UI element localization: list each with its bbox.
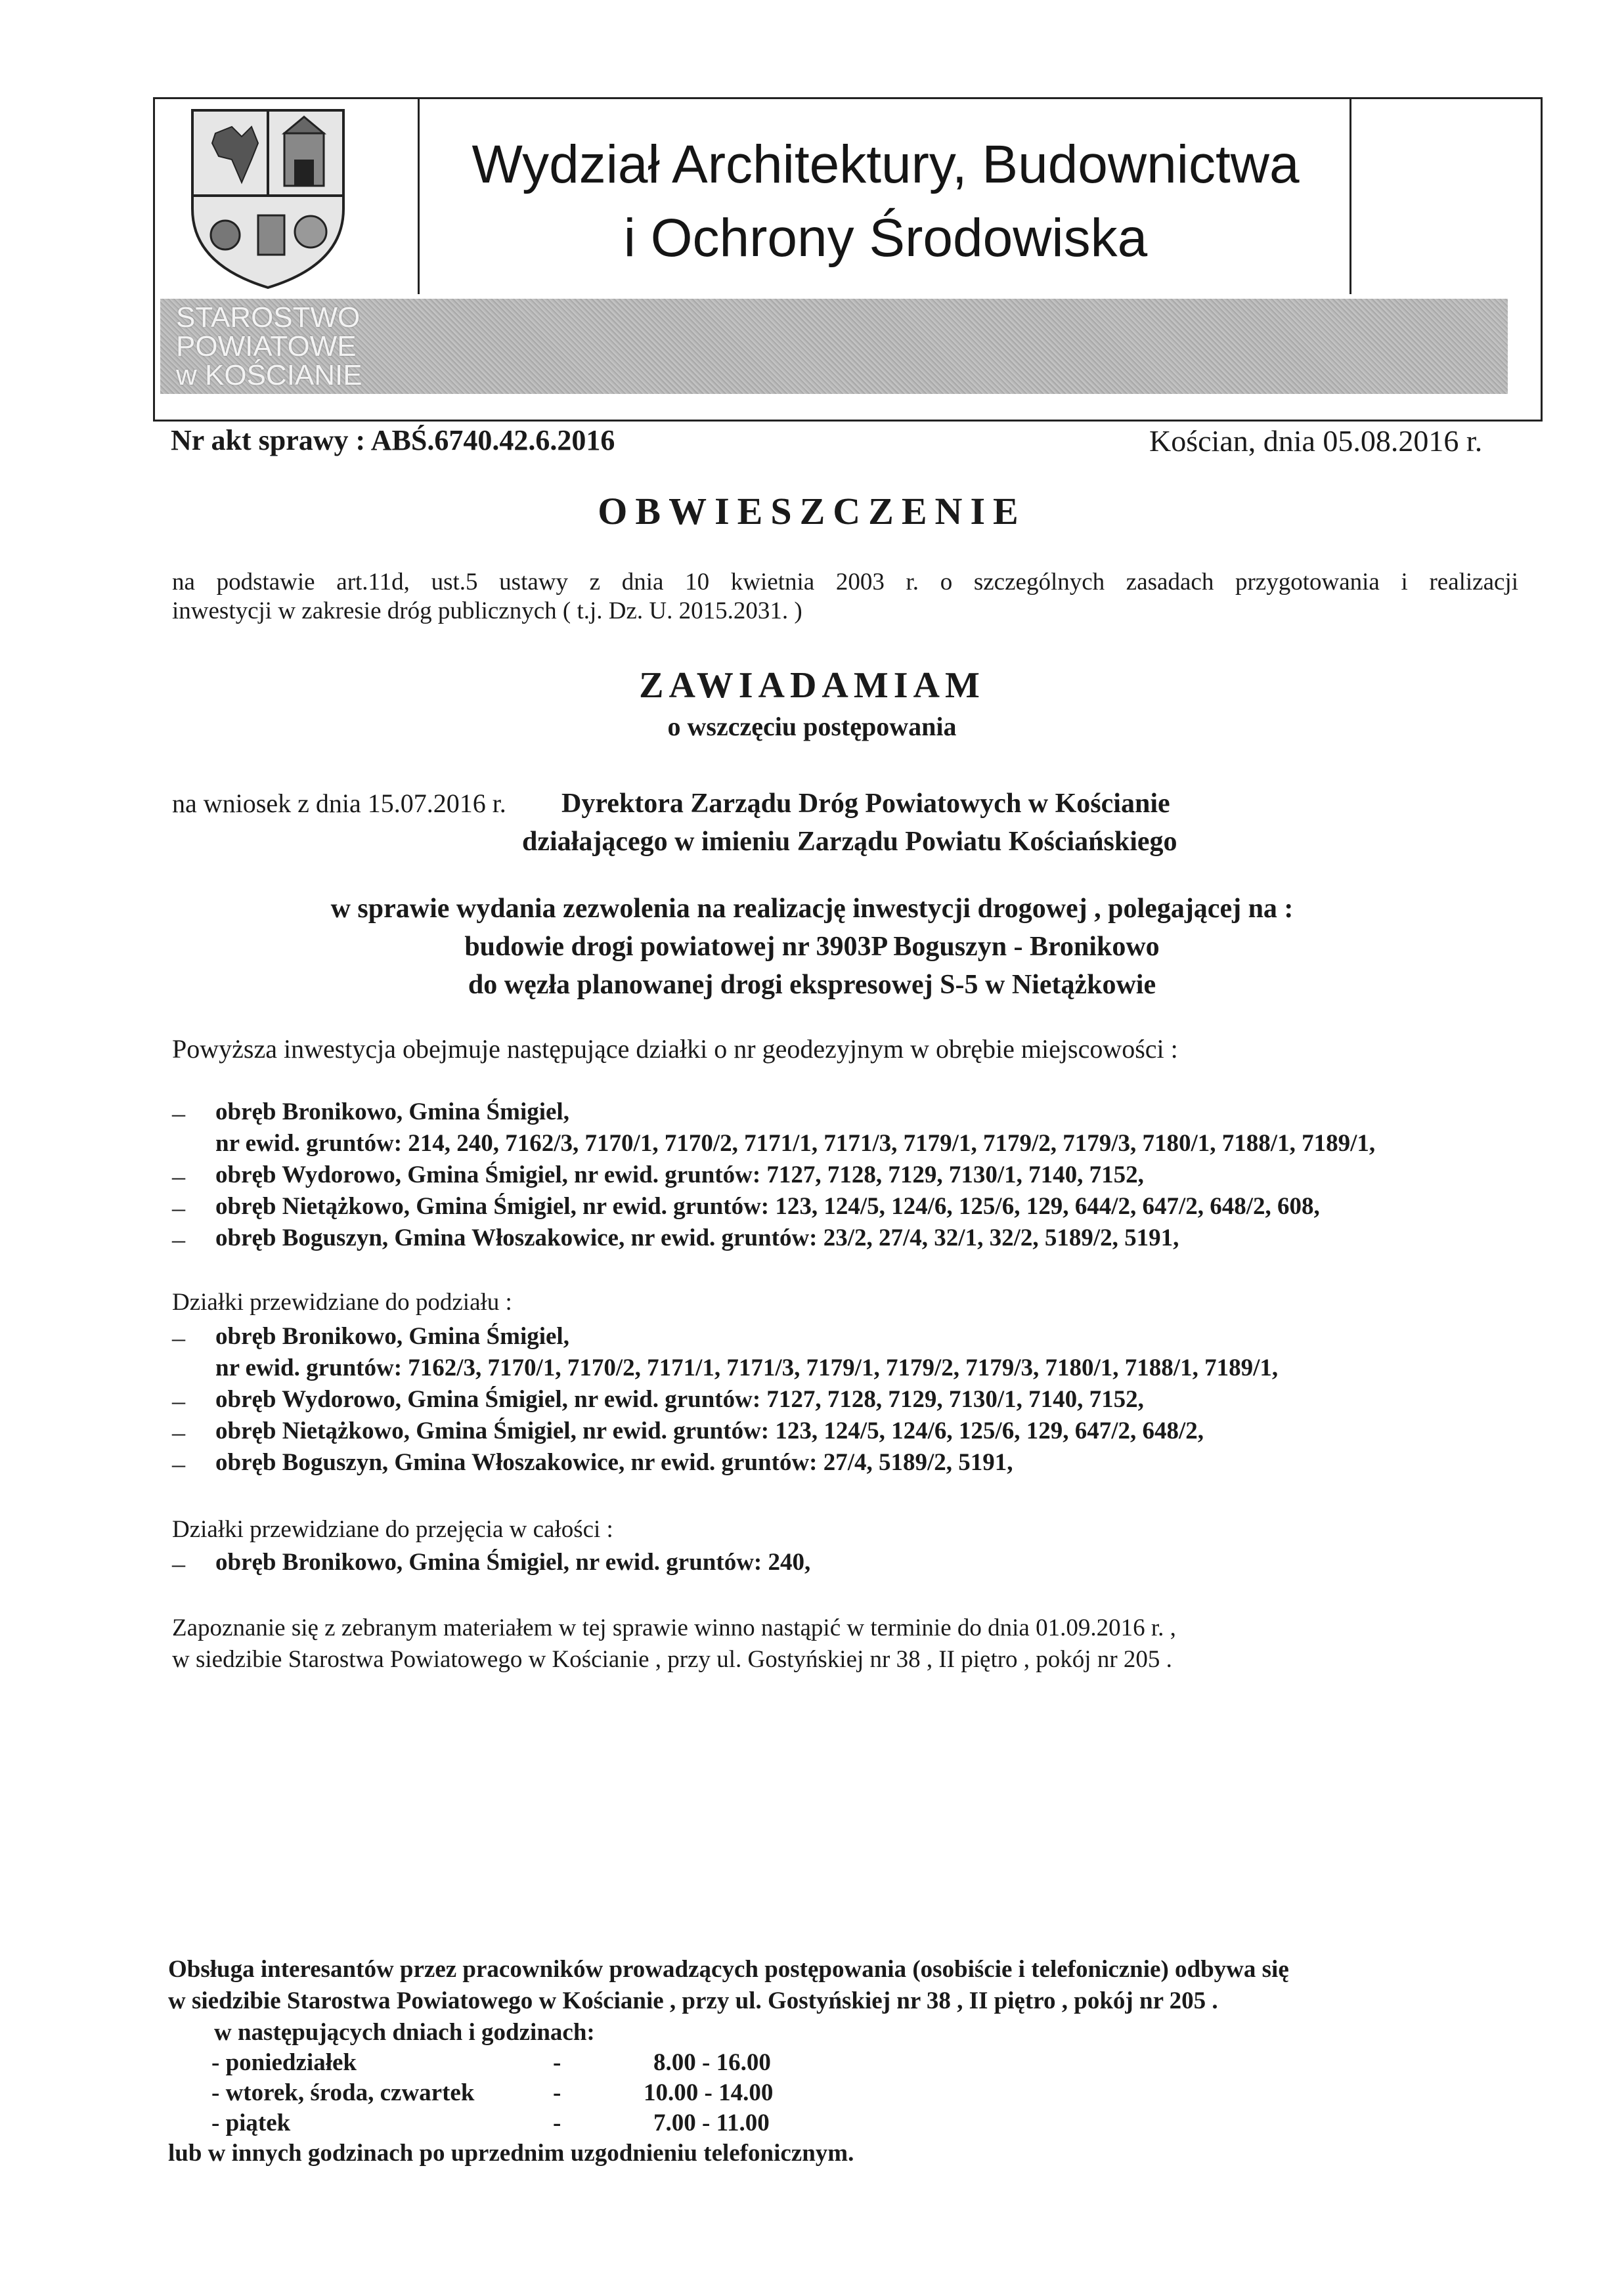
- schedule-separator: -: [553, 2110, 561, 2136]
- service-line-3: w następujących dniach i godzinach:: [214, 2019, 595, 2046]
- list-marker: –: [172, 1449, 185, 1479]
- list-marker: –: [172, 1386, 185, 1416]
- schedule-hours: 8.00 - 16.00: [653, 2049, 771, 2076]
- list-item: obręb Boguszyn, Gmina Włoszakowice, nr ewid. gruntów: 27/4, 5189/2, 5191,: [215, 1449, 1013, 1476]
- subject-line-1: w sprawie wydania zezwolenia na realizację inwestycji drogowej , polegającej na :: [330, 894, 1294, 924]
- list-item: obręb Wydorowo, Gmina Śmigiel, nr ewid. gruntów: 7127, 7128, 7129, 7130/1, 7140, 7152,: [215, 1161, 1144, 1188]
- schedule-day: - poniedziałek: [211, 2049, 357, 2076]
- coat-of-arms-icon: [153, 97, 420, 294]
- division-intro: Działki przewidziane do podziału :: [172, 1289, 512, 1316]
- acquisition-intro: Działki przewidziane do przejęcia w całości :: [172, 1516, 613, 1543]
- inform-subtitle: o wszczęciu postępowania: [667, 712, 957, 741]
- list-marker: –: [172, 1549, 185, 1578]
- subject-line-3: do węzła planowanej drogi ekspresowej S-5 w Nietążkowie: [468, 970, 1156, 1000]
- department-title: [420, 128, 1351, 275]
- list-item: obręb Boguszyn, Gmina Włoszakowice, nr ewid. gruntów: 23/2, 27/4, 32/1, 32/2, 5189/2, 5191,: [215, 1224, 1179, 1251]
- list-item: obręb Wydorowo, Gmina Śmigiel, nr ewid. gruntów: 7127, 7128, 7129, 7130/1, 7140, 7152,: [215, 1386, 1144, 1413]
- list-item: obręb Nietążkowo, Gmina Śmigiel, nr ewid. gruntów: 123, 124/5, 124/6, 125/6, 129, 647/2, 648/2,: [215, 1418, 1204, 1444]
- list-item: obręb Bronikowo, Gmina Śmigiel,: [215, 1098, 569, 1125]
- schedule-separator: -: [553, 2079, 561, 2106]
- subject-line-2: budowie drogi powiatowej nr 3903P Boguszyn - Bronikowo: [464, 932, 1160, 962]
- service-line-1: Obsługa interesantów przez pracowników prowadzących postępowania (osobiście i telefonicznie) odbywa się: [168, 1956, 1289, 1983]
- list-item: nr ewid. gruntów: 214, 240, 7162/3, 7170/1, 7170/2, 7171/1, 7171/3, 7179/1, 7179/2, 7179/3, 7180/1, 7188/1, 7189/1,: [215, 1130, 1376, 1157]
- legal-basis-line-2: inwestycji w zakresie dróg publicznych ( t.j. Dz. U. 2015.2031. ): [172, 597, 802, 624]
- banner-line-2: POWIATOWE: [176, 330, 357, 362]
- review-line-2: w siedzibie Starostwa Powiatowego w Kościanie , przy ul. Gostyńskiej nr 38 , II piętro , pokój nr 205 .: [172, 1646, 1172, 1673]
- list-marker: –: [172, 1418, 185, 1447]
- review-line-1: Zapoznanie się z zebranym materiałem w tej sprawie winno nastąpić w terminie do dnia 01.09.2016 r. ,: [172, 1614, 1176, 1641]
- request-applicant-line-1: Dyrektora Zarządu Dróg Powiatowych w Kościanie: [561, 789, 1170, 819]
- list-marker: –: [172, 1098, 185, 1128]
- request-prefix: na wniosek z dnia 15.07.2016 r.: [172, 789, 506, 818]
- list-item: obręb Bronikowo, Gmina Śmigiel, nr ewid. gruntów: 240,: [215, 1549, 811, 1576]
- case-number: Nr akt sprawy : ABŚ.6740.42.6.2016: [171, 424, 615, 456]
- department-line-2: i Ochrony Środowiska: [623, 208, 1148, 268]
- inform-title: ZAWIADAMIAM: [639, 665, 985, 706]
- logo-cell: [153, 97, 420, 294]
- service-line-2: w siedzibie Starostwa Powiatowego w Kościanie , przy ul. Gostyńskiej nr 38 , II piętro , pokój nr 205 .: [168, 1987, 1218, 2014]
- list-marker: –: [172, 1323, 185, 1353]
- schedule-hours: 7.00 - 11.00: [653, 2110, 770, 2136]
- banner-line-1: STAROSTWO: [176, 301, 361, 334]
- place-date: Kościan, dnia 05.08.2016 r.: [1149, 424, 1483, 458]
- service-closing: lub w innych godzinach po uprzednim uzgodnieniu telefonicznym.: [168, 2140, 854, 2167]
- schedule-day: - wtorek, środa, czwartek: [211, 2079, 475, 2106]
- request-applicant-line-2: działającego w imieniu Zarządu Powiatu Kościańskiego: [522, 827, 1177, 857]
- list-item: obręb Nietążkowo, Gmina Śmigiel, nr ewid. gruntów: 123, 124/5, 124/6, 125/6, 129, 644/2, 647/2, 648/2, 608,: [215, 1193, 1320, 1220]
- schedule-hours: 10.00 - 14.00: [644, 2079, 774, 2106]
- notice-title: OBWIESZCZENIE: [598, 490, 1026, 532]
- banner-line-3: w KOŚCIANIE: [176, 359, 362, 391]
- schedule-separator: -: [553, 2049, 561, 2076]
- legal-basis-line-1: na podstawie art.11d, ust.5 ustawy z dnia 10 kwietnia 2003 r. o szczególnych zasadach przygotowania i realizacji: [172, 569, 1518, 596]
- list-marker: –: [172, 1161, 185, 1191]
- list-item: obręb Bronikowo, Gmina Śmigiel,: [215, 1323, 569, 1350]
- investment-intro: Powyższa inwestycja obejmuje następujące działki o nr geodezyjnym w obrębie miejscowości :: [172, 1034, 1178, 1064]
- department-line-1: Wydział Architektury, Budownictwa: [472, 135, 1300, 194]
- list-marker: –: [172, 1224, 185, 1254]
- list-item: nr ewid. gruntów: 7162/3, 7170/1, 7170/2, 7171/1, 7171/3, 7179/1, 7179/2, 7179/3, 7180/1, 7188/1, 7189/1,: [215, 1354, 1279, 1381]
- banner-text: [176, 303, 439, 390]
- list-marker: –: [172, 1193, 185, 1223]
- schedule-day: - piątek: [211, 2110, 291, 2136]
